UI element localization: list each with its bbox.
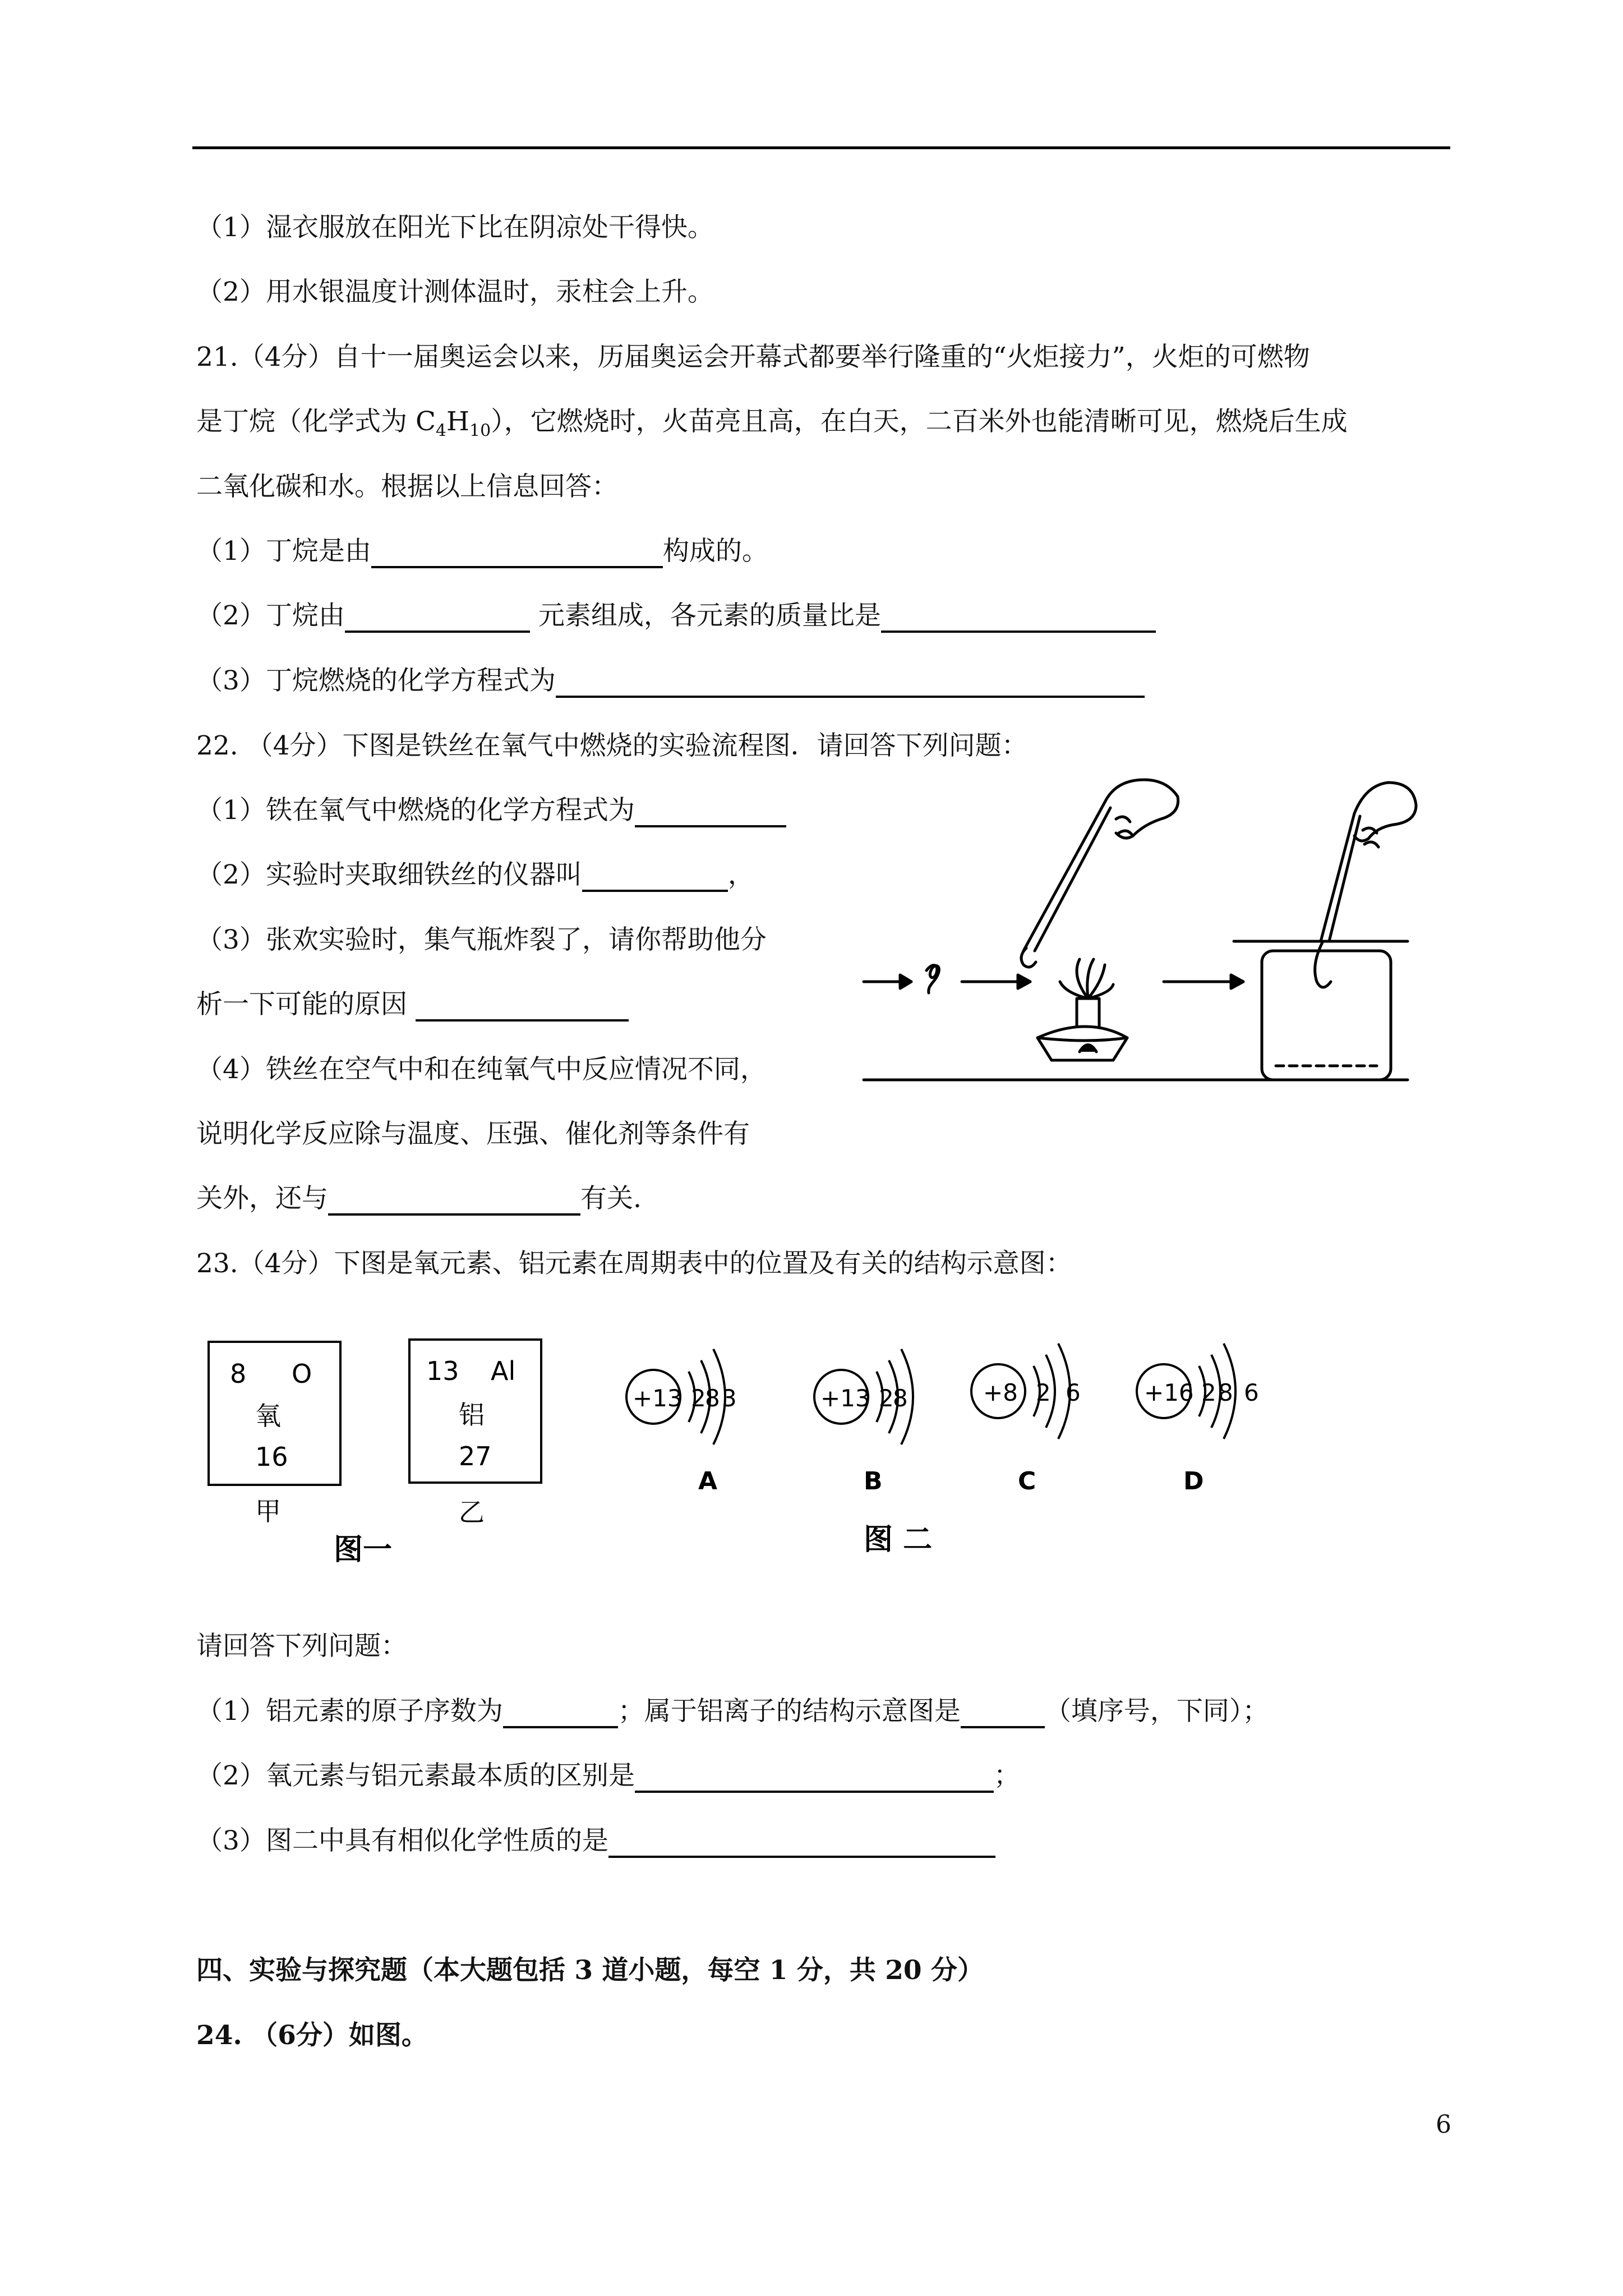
atom-diagram-c [971,1343,1081,1496]
question-23-part1: （1）铝元素的原子序数为 ；属于铝离子的结构示意图是 （填序号，下同）； [196,1695,1269,1728]
question-22-part4b: 说明化学反应除与温度、压强、催化剂等条件有 [196,1119,750,1149]
svg-text:A: A [698,1467,718,1496]
svg-text:6: 6 [1244,1379,1259,1406]
iron-combustion-flow-figure [841,774,1430,1088]
atom-diagram-a [626,1349,737,1496]
svg-text:8: 8 [230,1359,247,1389]
question-23-part2: （2）氧元素与铝元素最本质的区别是 ； [196,1759,1020,1793]
svg-text:8: 8 [705,1384,720,1412]
svg-text:13: 13 [426,1356,459,1386]
svg-text:+16: +16 [1144,1379,1194,1406]
answer-blank[interactable] [635,1761,994,1793]
question-22-part4a: （4）铁丝在空气中和在纯氧气中反应情况不同， [196,1054,767,1085]
figure-2-label: 图 二 [864,1522,933,1557]
question-23-part3: （3）图二中具有相似化学性质的是 [196,1824,995,1858]
question-21-part2: （2）丁烷由 元素组成，各元素的质量比是 [196,599,1156,633]
svg-text:铝: 铝 [459,1400,485,1430]
text-line: （1）湿衣服放在阳光下比在阴凉处干得快。 [196,212,714,243]
answer-blank[interactable] [503,1697,618,1728]
svg-text:2: 2 [1201,1379,1216,1406]
svg-text:6: 6 [1066,1379,1081,1406]
answer-blank[interactable] [556,666,1145,698]
svg-text:2: 2 [691,1384,706,1412]
text-line: （2）用水银温度计测体温时，汞柱会上升。 [196,277,714,307]
svg-text:+13: +13 [820,1384,870,1412]
question-22-part3b: 析一下可能的原因 [196,988,629,1022]
answer-blank[interactable] [608,1826,995,1858]
question-22-part2: （2）实验时夹取细铁丝的仪器叫 ， [196,858,754,892]
question-21-line2: 是丁烷（化学式为 $C_4H_{10}$），它燃烧时，火苗亮且高，在白天，二百米外也能清晰可见，燃烧后生成 [196,406,1348,441]
svg-text:甲: 甲 [255,1496,281,1526]
answer-blank[interactable] [416,990,629,1022]
question-24-title: 24. （6分）如图。 [196,2020,428,2051]
svg-text:B: B [864,1467,883,1496]
answer-blank[interactable] [582,861,728,892]
periodic-cell-aluminum [426,1356,515,1527]
svg-text:2: 2 [1036,1379,1051,1406]
svg-text:乙: 乙 [459,1497,485,1527]
question-23-prompt: 请回答下列问题： [196,1631,407,1662]
svg-text:O: O [292,1359,312,1389]
svg-text:3: 3 [722,1384,737,1412]
svg-text:8: 8 [1218,1379,1233,1406]
svg-text:氧: 氧 [255,1401,281,1431]
question-22-part1: （1）铁在氧气中燃烧的化学方程式为 [196,794,786,827]
question-21-line1: 21.（4分）自十一届奥运会以来，历届奥运会开幕式都要举行隆重的“火炬接力”，火炬的可燃物 [196,342,1310,372]
svg-text:C: C [1018,1467,1036,1496]
svg-text:Al: Al [491,1356,516,1386]
answer-blank[interactable] [881,601,1156,633]
question-22-title: 22. （4分）下图是铁丝在氧气中燃烧的实验流程图．请回答下列问题： [196,730,1028,761]
page-number: 6 [1436,2110,1451,2139]
answer-blank[interactable] [635,796,786,827]
svg-text:+13: +13 [633,1384,683,1412]
svg-text:2: 2 [879,1384,894,1412]
svg-text:16: 16 [255,1442,288,1472]
element-structure-figure [202,1307,1295,1582]
question-22-part3a: （3）张欢实验时，集气瓶炸裂了，请你帮助他分 [196,924,767,955]
svg-text:27: 27 [459,1441,492,1471]
atom-diagram-b [814,1349,913,1496]
section-4-heading: 四、实验与探究题（本大题包括 3 道小题，每空 1 分，共 20 分） [196,1955,984,1986]
answer-blank[interactable] [961,1697,1045,1728]
question-23-title: 23.（4分）下图是氧元素、铝元素在周期表中的位置及有关的结构示意图： [196,1248,1072,1279]
periodic-cell-oxygen [230,1359,312,1526]
svg-text:D: D [1183,1467,1204,1496]
question-21-part1: （1）丁烷是由 构成的。 [196,535,768,568]
figure-1-label: 图一 [334,1533,393,1567]
question-21-line3: 二氧化碳和水。根据以上信息回答： [196,471,618,502]
header-rule [192,146,1450,149]
answer-blank[interactable] [371,537,663,568]
svg-text:8: 8 [893,1384,908,1412]
atom-diagram-d [1137,1343,1259,1496]
answer-blank[interactable] [345,601,530,633]
question-22-part4c: 关外，还与 有关. [196,1182,642,1216]
question-21-part3: （3）丁烷燃烧的化学方程式为 [196,664,1145,698]
answer-blank[interactable] [328,1184,580,1216]
svg-text:+8: +8 [983,1379,1018,1406]
